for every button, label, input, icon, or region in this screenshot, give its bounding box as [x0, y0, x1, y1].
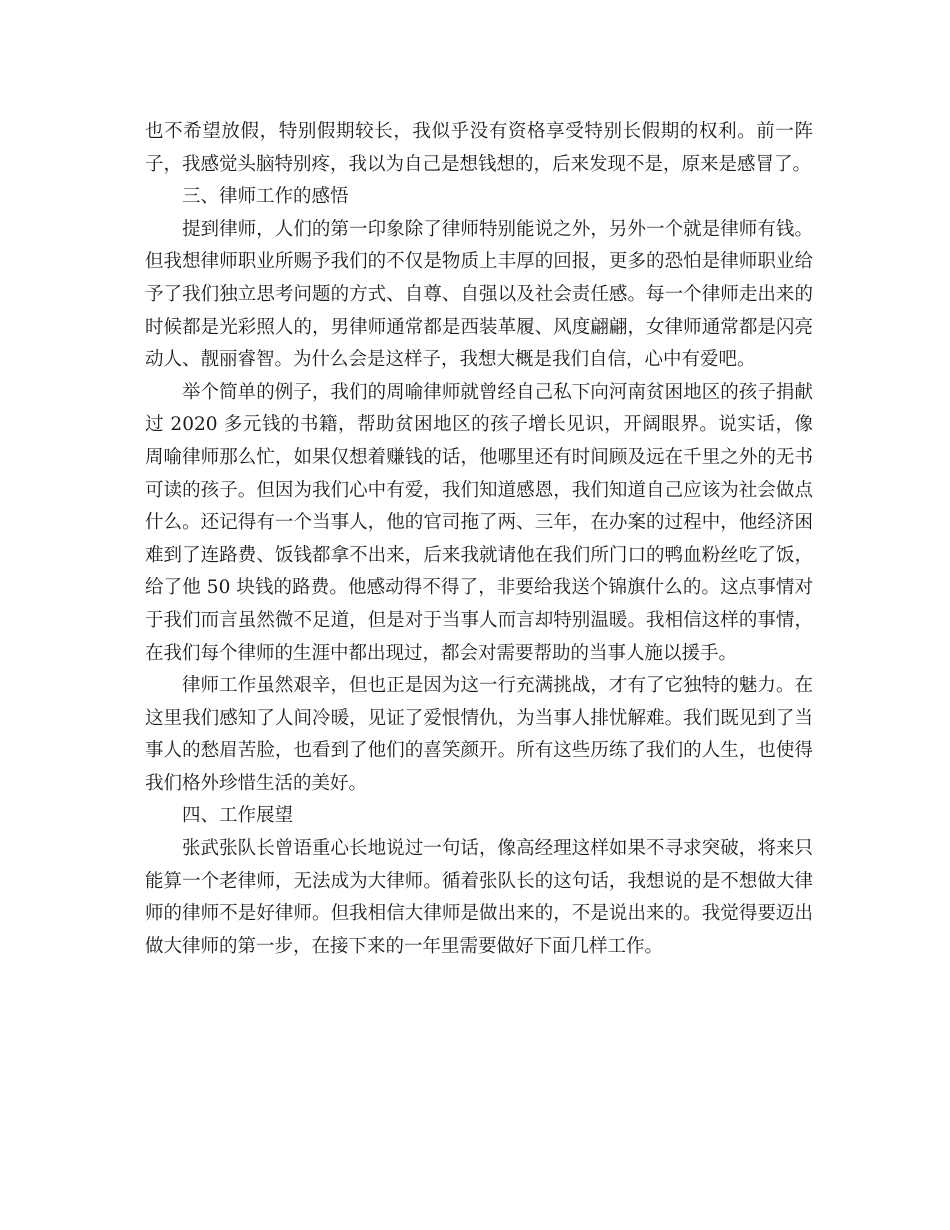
section-heading-3: 三、律师工作的感悟	[182, 186, 349, 208]
paragraph: 举个简单的例子，我们的周喻律师就曾经自己私下向河南贫困地区的孩子捐献过 2020 多元钱的书籍，帮助贫困地区的孩子增长见识，开阔眼界。说实话，像周喻律师那么忙，如果仅想着赚钱的话，他哪里还有时间顾及远在千里之外的无书可读的孩子。但因为我们心中有爱，我们知道感恩，我们知道自己应该为社会做点什么。还记得有一个当事人，他的官司拖了两、三年，在办案的过程中，他经济困难到了连路费、饭钱都拿不出来，后来我就请他在我们所门口的鸭血粉丝吃了饭，给了他 50 块钱的路费。他感动得不得了，非要给我送个锦旗什么的。这点事情对于我们而言虽然微不足道，但是对于当事人而言却特别温暖。我相信这样的事情，在我们每个律师的生涯中都出现过，都会对需要帮助的当事人施以援手。	[145, 381, 813, 664]
paragraph: 律师工作虽然艰辛，但也正是因为这一行充满挑战，才有了它独特的魅力。在这里我们感知了人间冷暖，见证了爱恨情仇，为当事人排忧解难。我们既见到了当事人的愁眉苦脸，也看到了他们的喜笑颜开。所有这些历练了我们的人生，也使得我们格外珍惜生活的美好。	[145, 675, 813, 794]
section-heading-4: 四、工作展望	[182, 805, 294, 827]
paragraph: 张武张队长曾语重心长地说过一句话，像高经理这样如果不寻求突破，将来只能算一个老律师，无法成为大律师。循着张队长的这句话，我想说的是不想做大律师的律师不是好律师。但我相信大律师是做出来的，不是说出来的。我觉得要迈出做大律师的第一步，在接下来的一年里需要做好下面几样工作。	[145, 838, 813, 957]
paragraph-continued: 也不希望放假，特别假期较长，我似乎没有资格享受特别长假期的权利。前一阵子，我感觉头脑特别疼，我以为自己是想钱想的，后来发现不是，原来是感冒了。	[145, 121, 813, 175]
document-body	[145, 116, 813, 963]
paragraph: 提到律师，人们的第一印象除了律师特别能说之外，另外一个就是律师有钱。但我想律师职业所赐予我们的不仅是物质上丰厚的回报，更多的恐怕是律师职业给予了我们独立思考问题的方式、自尊、自强以及社会责任感。每一个律师走出来的时候都是光彩照人的，男律师通常都是西装革履、风度翩翩，女律师通常都是闪亮动人、靓丽睿智。为什么会是这样子，我想大概是我们自信，心中有爱吧。	[145, 218, 813, 371]
